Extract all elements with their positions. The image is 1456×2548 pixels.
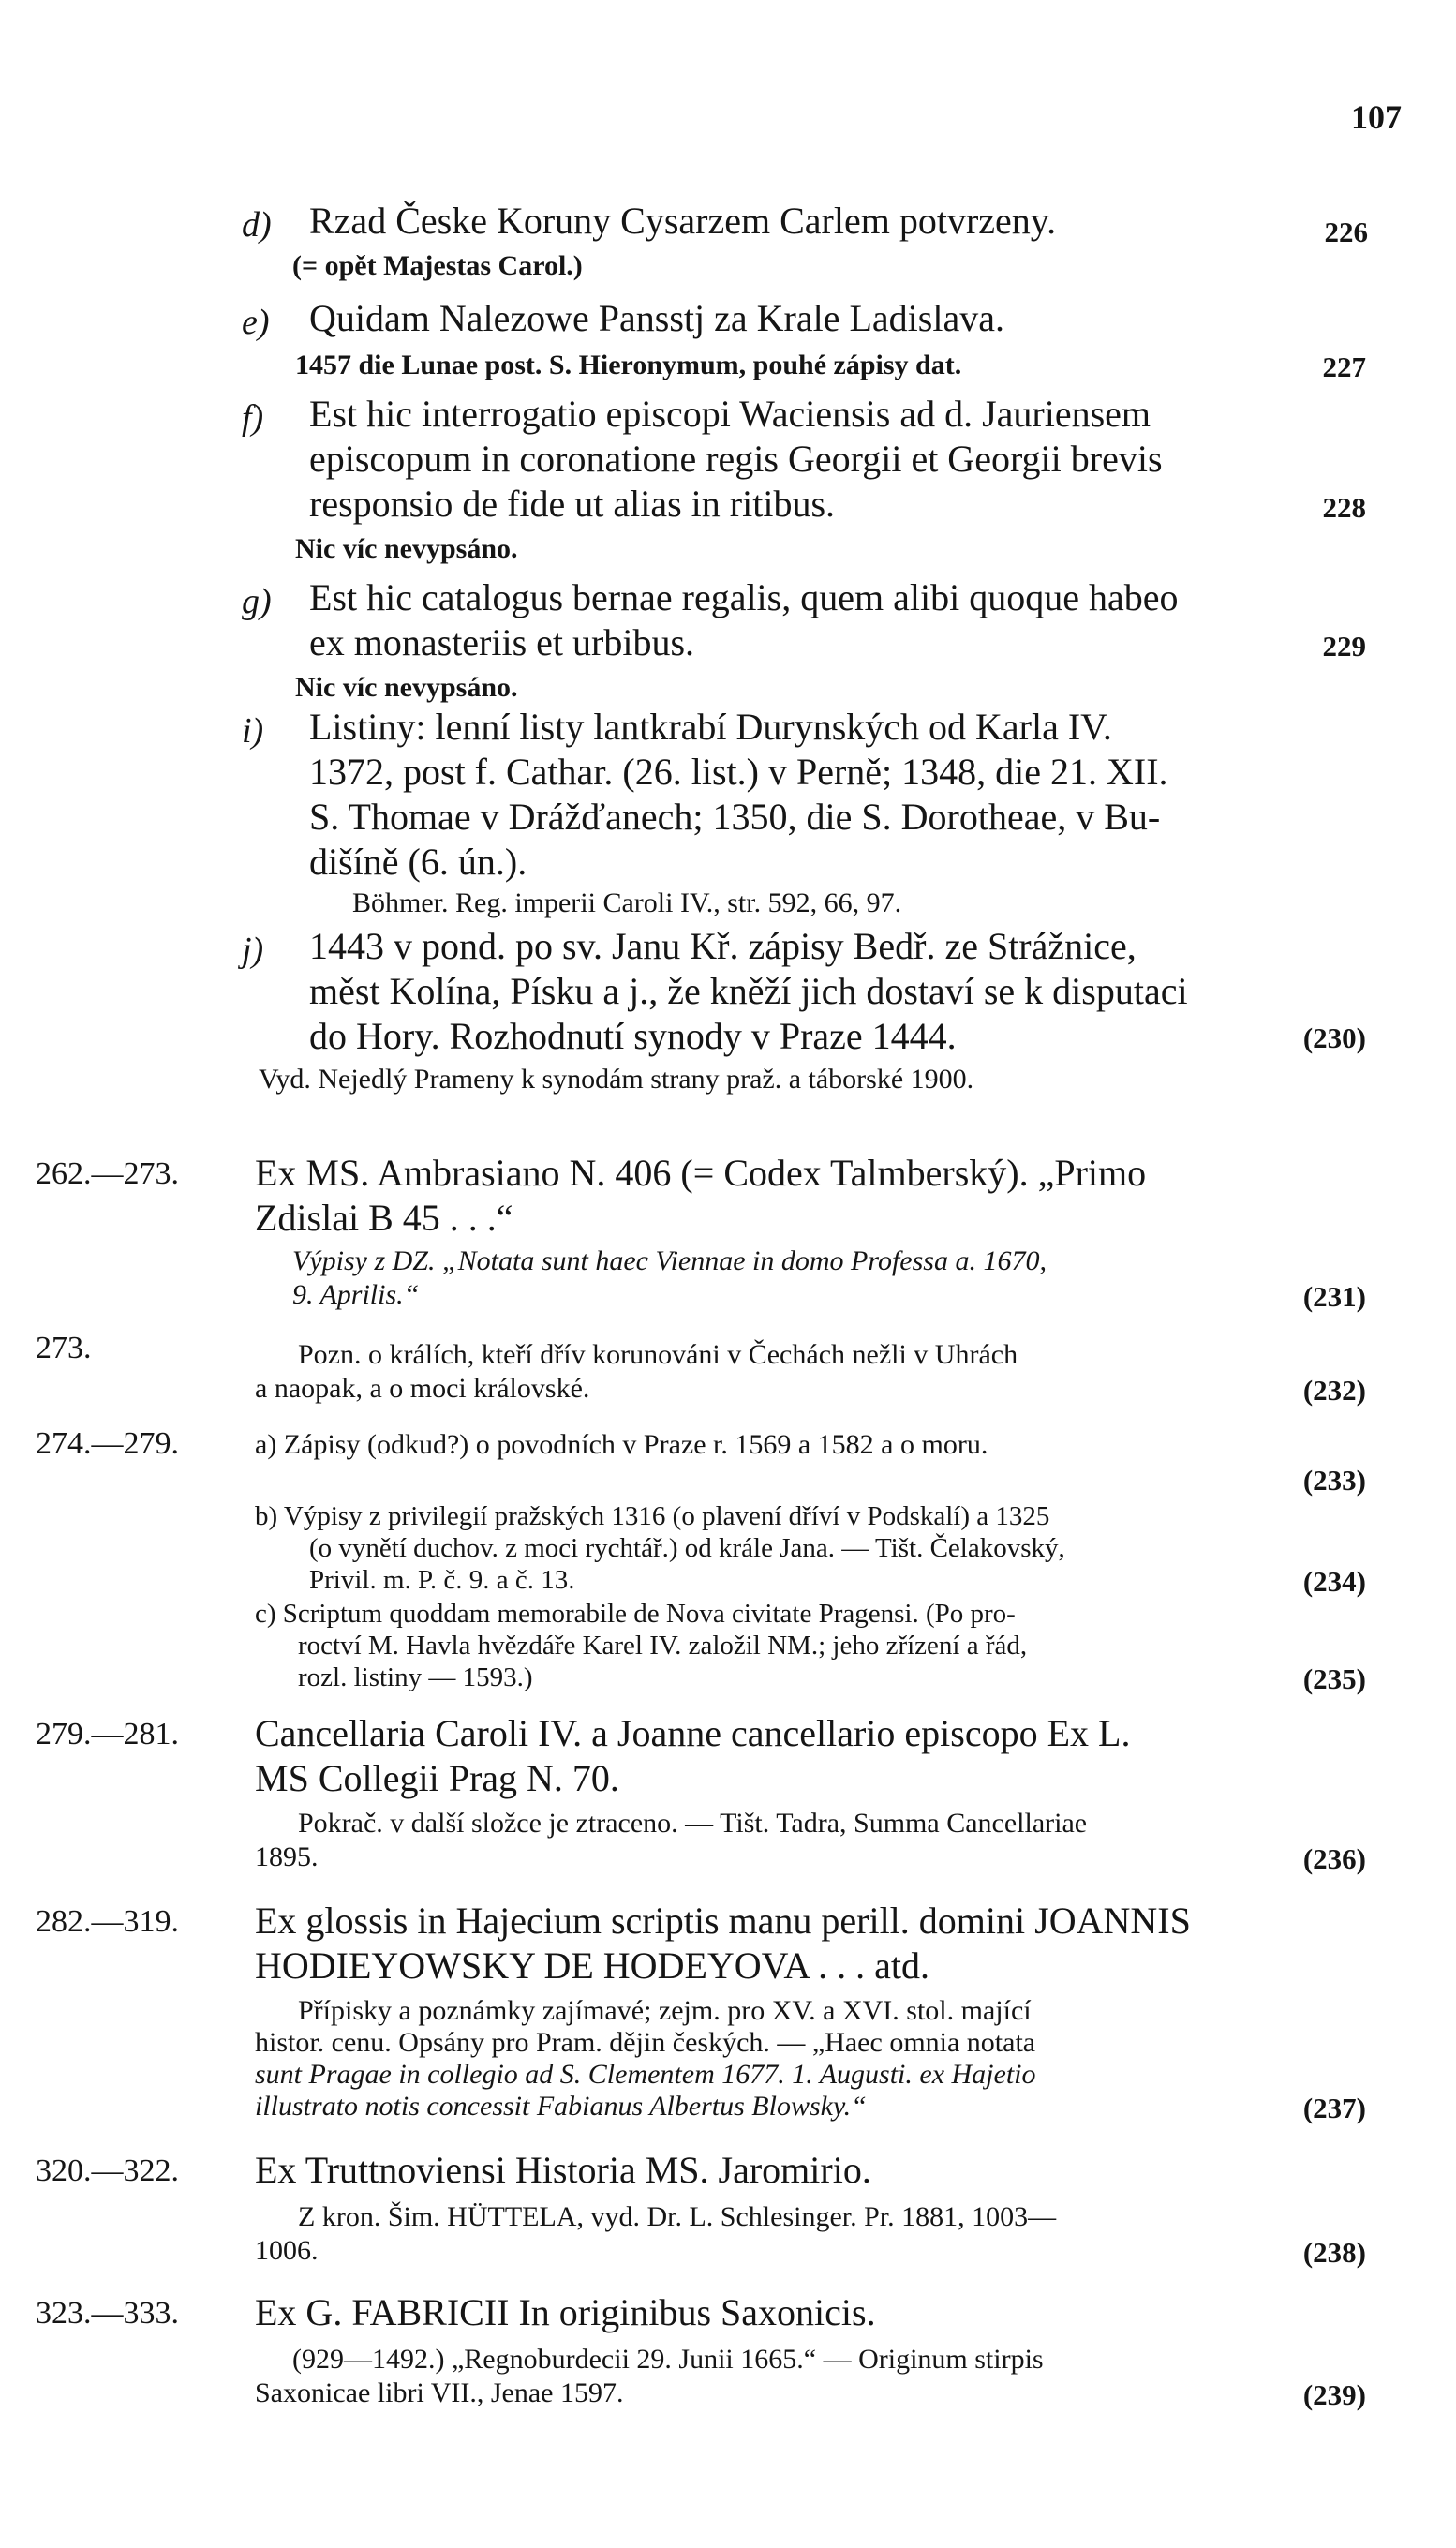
page-number: 107 — [1351, 98, 1402, 136]
section-text: Ex Truttnoviensi Historia MS. Jaromirio. — [255, 2149, 871, 2191]
reference-number: (236) — [1302, 1842, 1366, 1875]
reference-number: 228 — [1322, 491, 1366, 524]
section-text: HODIEYOWSKY DE HODEYOVA . . . atd. — [255, 1945, 929, 1987]
entry-text: S. Thomae v Drážďanech; 1350, die S. Dorotheae, v Bu- — [309, 796, 1161, 838]
reference-number: (230) — [1302, 1021, 1366, 1054]
section-subitem-c: roctví M. Havla hvězdáře Karel IV. založil NM.; jeho zřízení a řád, — [298, 1631, 1028, 1661]
entry-text: episcopum in coronatione regis Georgii et Georgii brevis — [309, 438, 1163, 480]
section-subitem-c: c) Scriptum quoddam memorabile de Nova civitate Pragensi. (Po pro- — [255, 1599, 1016, 1629]
entry-text: Est hic catalogus bernae regalis, quem alibi quoque habeo — [309, 576, 1179, 618]
section-note: Pokrač. v další složce je ztraceno. — Tišt. Tadra, Summa Cancellariae — [298, 1808, 1088, 1839]
section-subitem-b: (o vynětí duchov. z moci rychtář.) od krále Jana. — Tišt. Čelakovský, — [309, 1533, 1065, 1563]
entry-letter: f) — [242, 398, 264, 438]
section-note: Výpisy z DZ. „Notata sunt haec Viennae in domo Professa a. 1670, — [292, 1245, 1047, 1276]
section-number: 262.—273. — [36, 1156, 179, 1191]
section-number: 323.—333. — [36, 2296, 179, 2331]
section-subitem-b: b) Výpisy z privilegií pražských 1316 (o plavení dříví v Podskalí) a 1325 — [255, 1501, 1050, 1531]
entry-text: Rzad Českе Koruny Cysarzem Carlem potvrzeny. — [309, 200, 1057, 242]
entry-text: ex monasteriis et urbibus. — [309, 621, 695, 663]
reference-number: (239) — [1302, 2378, 1366, 2411]
entry-text: Est hic interrogatio episcopi Waciensis ad d. Jauriensem — [309, 393, 1151, 435]
section-number: 282.—319. — [36, 1904, 179, 1939]
entry-letter: g) — [242, 582, 272, 621]
entry-text: dišíně (6. ún.). — [309, 841, 527, 883]
reference-number: (234) — [1302, 1565, 1366, 1598]
section-subitem-b: Privil. m. P. č. 9. a č. 13. — [309, 1565, 575, 1595]
section-note: a naopak, a o moci královské. — [255, 1373, 590, 1404]
section-text: Cancellaria Caroli IV. a Joanne cancellario episcopo Ex L. — [255, 1712, 1131, 1754]
section-number: 320.—322. — [36, 2153, 179, 2188]
section-note: 1895. — [255, 1841, 319, 1872]
section-text: MS Collegii Prag N. 70. — [255, 1757, 619, 1799]
reference-number: (233) — [1302, 1464, 1366, 1497]
section-note: 1006. — [255, 2235, 319, 2266]
section-note: Pozn. o králích, kteří dřív korunováni v Čechách nežli v Uhrách — [298, 1339, 1018, 1370]
reference-number: (231) — [1302, 1280, 1366, 1313]
entry-text: responsio de fide ut alias in ritibus. — [309, 483, 836, 525]
entry-note: 1457 die Lunae post. S. Hieronymum, pouhé zápisy dat. — [295, 350, 962, 380]
section-number: 273. — [36, 1331, 92, 1365]
reference-number: 226 — [1324, 216, 1368, 248]
entry-letter: e) — [242, 303, 270, 342]
reference-number: (237) — [1302, 2092, 1366, 2124]
section-number: 274.—279. — [36, 1426, 179, 1461]
entry-text: do Hory. Rozhodnutí synody v Praze 1444. — [309, 1015, 957, 1057]
entry-text: měst Kolína, Písku a j., že kněží jich dostaví se k disputaci — [309, 970, 1188, 1012]
entry-letter: i) — [242, 711, 264, 751]
section-number: 279.—281. — [36, 1717, 179, 1751]
section-note: Přípisky a poznámky zajímavé; zejm. pro XV. a XVI. stol. mající — [298, 1995, 1032, 2026]
entry-note: (= opět Majestas Carol.) — [292, 250, 583, 281]
section-note: 9. Aprilis.“ — [292, 1279, 420, 1310]
section-note: Saxonicae libri VII., Jenae 1597. — [255, 2377, 624, 2408]
entry-letter: d) — [242, 205, 272, 245]
section-note: sunt Pragae in collegio ad S. Clementem 1677. 1. Augusti. ex Hajetio — [255, 2059, 1036, 2090]
entry-note: Nic víc nevypsáno. — [295, 533, 518, 564]
section-text: Zdislai B 45 . . .“ — [255, 1197, 513, 1239]
section-text: Ex G. FABRICII In originibus Saxonicis. — [255, 2291, 876, 2333]
entry-text: Listiny: lenní listy lantkrabí Durynských od Karla IV. — [309, 706, 1112, 748]
entry-note: Vyd. Nejedlý Prameny k synodám strany praž. a táborské 1900. — [259, 1064, 974, 1095]
section-text: Ex glossis in Hajecium scriptis manu perill. domini JOANNIS — [255, 1900, 1191, 1942]
section-subitem-c: rozl. listiny — 1593.) — [298, 1662, 533, 1692]
reference-number: 229 — [1322, 630, 1366, 663]
reference-number: (238) — [1302, 2236, 1366, 2269]
entry-text: 1372, post f. Cathar. (26. list.) v Perně; 1348, die 21. XII. — [309, 751, 1168, 793]
section-text: Ex MS. Ambrasiano N. 406 (= Codex Talmberský). „Primo — [255, 1152, 1147, 1194]
entry-letter: j) — [242, 931, 264, 970]
section-subitem-a: a) Zápisy (odkud?) o povodních v Praze r. 1569 a 1582 a o moru. — [255, 1429, 988, 1460]
section-note: (929—1492.) „Regnoburdecii 29. Junii 1665.“ — Originum stirpis — [292, 2344, 1044, 2375]
section-note: histor. cenu. Opsány pro Pram. dějin českých. — „Haec omnia notata — [255, 2027, 1036, 2058]
entry-note: Nic víc nevypsáno. — [295, 672, 518, 703]
section-note: Z kron. Šim. HÜTTELA, vyd. Dr. L. Schlesinger. Pr. 1881, 1003— — [298, 2201, 1057, 2232]
reference-number: (235) — [1302, 1662, 1366, 1695]
entry-note: Böhmer. Reg. imperii Caroli IV., str. 592, 66, 97. — [352, 887, 902, 918]
reference-number: (232) — [1302, 1374, 1366, 1407]
entry-text: Quidam Nalezowe Pansstj za Krale Ladislava. — [309, 297, 1004, 339]
entry-text: 1443 v pond. po sv. Janu Kř. zápisy Bedř. ze Strážnice, — [309, 925, 1137, 967]
reference-number: 227 — [1322, 350, 1366, 383]
section-note: illustrato notis concessit Fabianus Albertus Blowsky.“ — [255, 2091, 867, 2122]
